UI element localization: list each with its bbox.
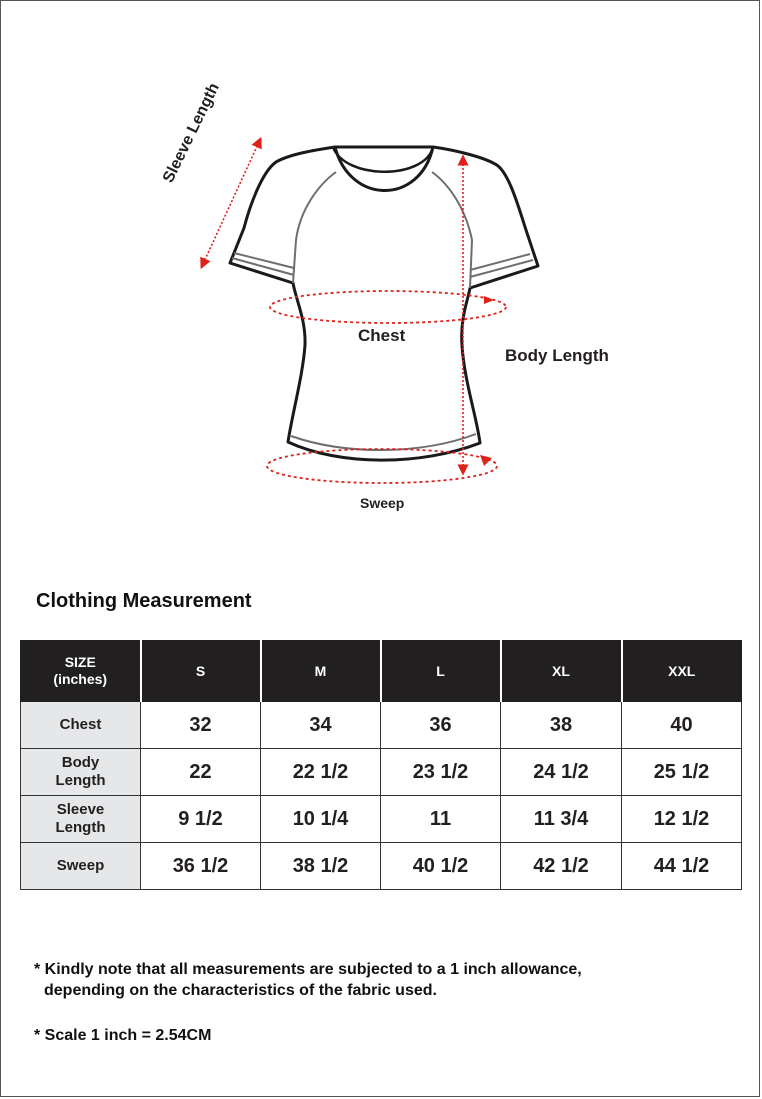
- table-row-sweep: [21, 843, 742, 890]
- body-length-label: Body Length: [505, 346, 609, 365]
- table-row-chest: [21, 702, 742, 749]
- table-cell: 11: [381, 796, 501, 843]
- allowance-note: [34, 959, 734, 1001]
- table-cell: 36: [381, 702, 501, 749]
- row-label-line2: Length: [55, 772, 106, 789]
- table-header-row: [21, 641, 742, 702]
- size-header: [21, 641, 141, 702]
- row-label-line1: Sweep: [56, 857, 105, 874]
- table-row-body-length: [21, 749, 742, 796]
- section-title: Clothing Measurement: [36, 590, 252, 612]
- table-cell: 44 1/2: [622, 843, 742, 890]
- table-cell: 24 1/2: [501, 749, 622, 796]
- size-header-line2: (inches): [53, 671, 108, 687]
- table-cell: 32: [141, 702, 261, 749]
- row-label-line1: Body: [61, 754, 100, 771]
- size-column-l: L: [381, 641, 501, 702]
- chest-arrow-head: [484, 296, 494, 304]
- size-column-s: S: [141, 641, 261, 702]
- row-label-sweep: [21, 843, 141, 890]
- size-column-xl: XL: [501, 641, 622, 702]
- table-cell: 12 1/2: [622, 796, 742, 843]
- table-cell: 38 1/2: [261, 843, 381, 890]
- table-cell: 25 1/2: [622, 749, 742, 796]
- table-cell: 40: [622, 702, 742, 749]
- allowance-note-line1: * Kindly note that all measurements are subjected to a 1 inch allowance,: [34, 961, 582, 978]
- row-label-sleeve-length: [21, 796, 141, 843]
- sweep-label: Sweep: [360, 495, 405, 511]
- table-cell: 36 1/2: [141, 843, 261, 890]
- size-chart-table: [20, 640, 742, 890]
- table-cell: 42 1/2: [501, 843, 622, 890]
- chest-label: Chest: [358, 326, 406, 345]
- table-cell: 22 1/2: [261, 749, 381, 796]
- row-label-body-length: [21, 749, 141, 796]
- shirt-outline: [230, 147, 538, 460]
- row-label-line1: Sleeve: [56, 801, 105, 818]
- row-label-line2: Length: [55, 819, 106, 836]
- table-row-sleeve-length: [21, 796, 742, 843]
- table-cell: 34: [261, 702, 381, 749]
- table-cell: 10 1/4: [261, 796, 381, 843]
- table-cell: 11 3/4: [501, 796, 622, 843]
- size-column-xxl: XXL: [622, 641, 742, 702]
- row-label-line1: Chest: [59, 716, 102, 733]
- allowance-note-line2: depending on the characteristics of the fabric used.: [44, 982, 437, 999]
- table-cell: 23 1/2: [381, 749, 501, 796]
- table-cell: 40 1/2: [381, 843, 501, 890]
- scale-note: * Scale 1 inch = 2.54CM: [34, 1027, 212, 1044]
- row-label-chest: [21, 702, 141, 749]
- table-cell: 9 1/2: [141, 796, 261, 843]
- table-cell: 22: [141, 749, 261, 796]
- table-cell: 38: [501, 702, 622, 749]
- size-header-line1: SIZE: [64, 654, 96, 670]
- size-column-m: M: [261, 641, 381, 702]
- sleeve-length-label: Sleeve Length: [160, 80, 223, 186]
